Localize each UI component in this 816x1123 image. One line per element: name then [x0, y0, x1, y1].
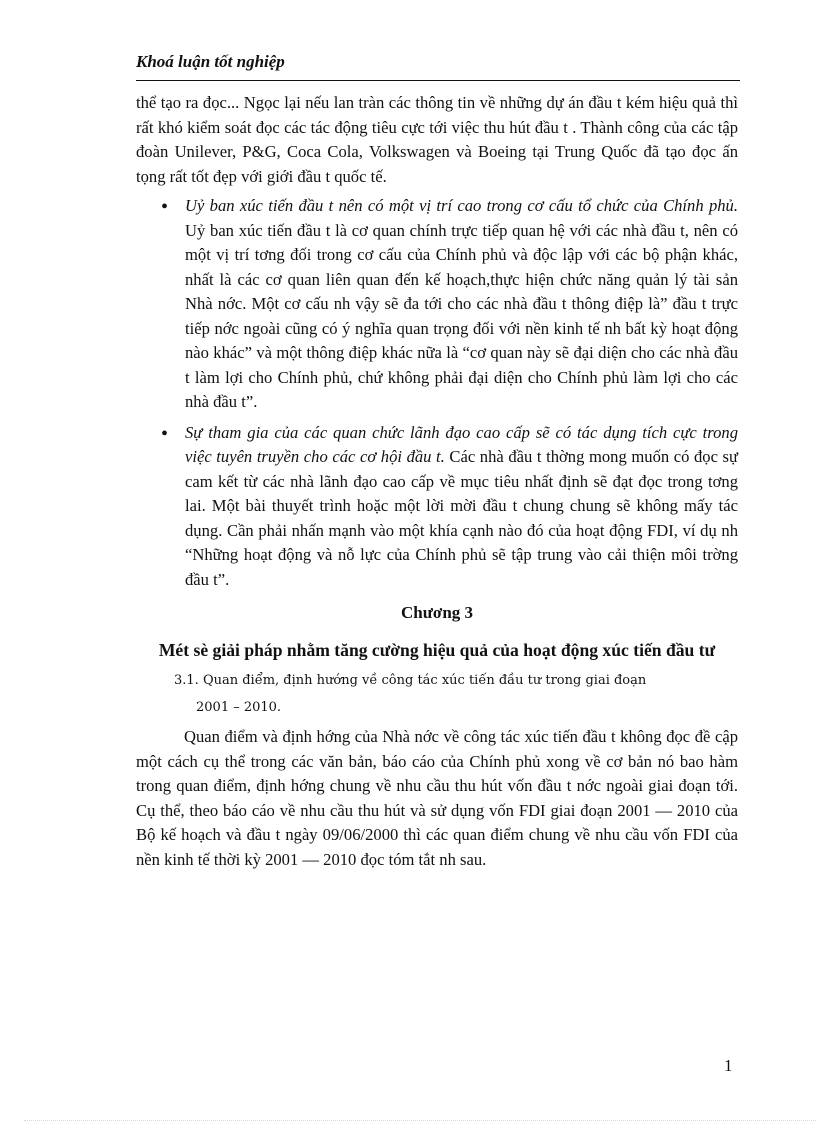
chapter-title: Chương 3: [400, 603, 474, 622]
page-header-title: Khoá luận tốt nghiệp: [136, 52, 285, 71]
section-heading: [136, 667, 738, 721]
intro-paragraph: thể tạo ra đọc... Ngọc lại nếu lan tràn các thông tin về những dự án đầu t kém hiệu quả thì rất khó kiểm soát đọc các tác động tiêu cực tới việc thu hút đầu t . Thành công của các tập đoàn Unilever, P&G, Coca Cola, Volkswagen và Boeing tại Trung Quốc đã tạo đọc ấn tọng rất tốt đẹp với giới đầu t quốc tế.: [136, 93, 738, 186]
bullet-item: [161, 421, 739, 593]
section-years: 2001 – 2010.: [196, 700, 282, 715]
bullet-text: Uỷ ban xúc tiến đầu t là cơ quan chính trực tiếp quan hệ với các nhà đầu t, nên có một vị trí tơng đối trong cơ cấu của Chính phủ và độc lập với các bộ phận khác, nhất là các cơ quan liên quan đến kế hoạch,thực hiện chức năng quản lý tài sản Nhà nớc. Một cơ cấu nh vậy sẽ đa tới cho các nhà đầu t thông điệp là” đầu t trực tiếp nớc ngoài cũng có ý nghĩa quan trọng đối với nền kinh tế nh bất kỳ hoạt động nào khác” và một thông điệp khác nữa là “cơ quan này sẽ đại diện cho các nhà đầu t làm lợi cho Chính phủ, chứ không phải đại diện cho Chính phủ làm lợi cho các nhà đầu t”.: [185, 220, 738, 411]
footer-dotted-rule: [24, 1120, 816, 1121]
bullet-lead: Uỷ ban xúc tiến đầu t nên có một vị trí cao trong cơ cấu tổ chức của Chính phủ.: [185, 196, 738, 215]
page-number: 1: [724, 1056, 733, 1075]
body-paragraph: Quan điểm và định hớng của Nhà nớc về công tác xúc tiến đầu t không đọc đề cập một cách cụ thể trong các văn bản, báo cáo của Chính phủ xong về cơ bản nó bao hàm trong quan điểm, định hớng chung về nhu cầu thu hút vốn đầu t nớc ngoài giai đoạn tới. Cụ thể, theo báo cáo về nhu cầu thu hút và sử dụng vốn FDI giai đoạn 2001 — 2010 của Bộ kế hoạch và đầu t ngày 09/06/2000 thì các quan điểm chung về nhu cầu vốn FDI của nền kinh tế thời kỳ 2001 — 2010 đọc tóm tắt nh sau.: [136, 727, 738, 869]
bullet-icon: •: [161, 422, 169, 445]
bullet-lead: Sự tham gia của các quan chức lãnh đạo cao cấp sẽ có tác dụng tích cực trong việc tuyên truyền cho các cơ hội đầu t.: [185, 422, 738, 466]
bullet-item: [161, 194, 738, 415]
bullet-list: [136, 194, 738, 592]
header-divider: [136, 80, 740, 81]
section-title: 3.1. Quan điểm, định hướng về công tác xúc tiến đầu tư trong giai đoạn: [174, 673, 647, 688]
bullet-icon: •: [161, 196, 169, 218]
chapter-heading: Mét sè giải pháp nhằm tăng cường hiệu quả của hoạt động xúc tiến đầu tư: [158, 640, 716, 660]
document-body: [136, 91, 738, 872]
bullet-text: Các nhà đầu t thờng mong muốn có đọc sự cam kết từ các nhà lãnh đạo cao cấp về mục tiêu nhất định sẽ đạt đọc trong tơng lai. Một bài thuyết trình hoặc một lời mời đầu t chung chung sẽ không mấy tác dụng. Cần phải nhấn mạnh vào một khía cạnh nào đó của hoạt động FDI, ví dụ nh “Những hoạt động và nỗ lực của Chính phủ sẽ tập trung vào cải thiện môi trờng đầu t”.: [185, 447, 739, 589]
